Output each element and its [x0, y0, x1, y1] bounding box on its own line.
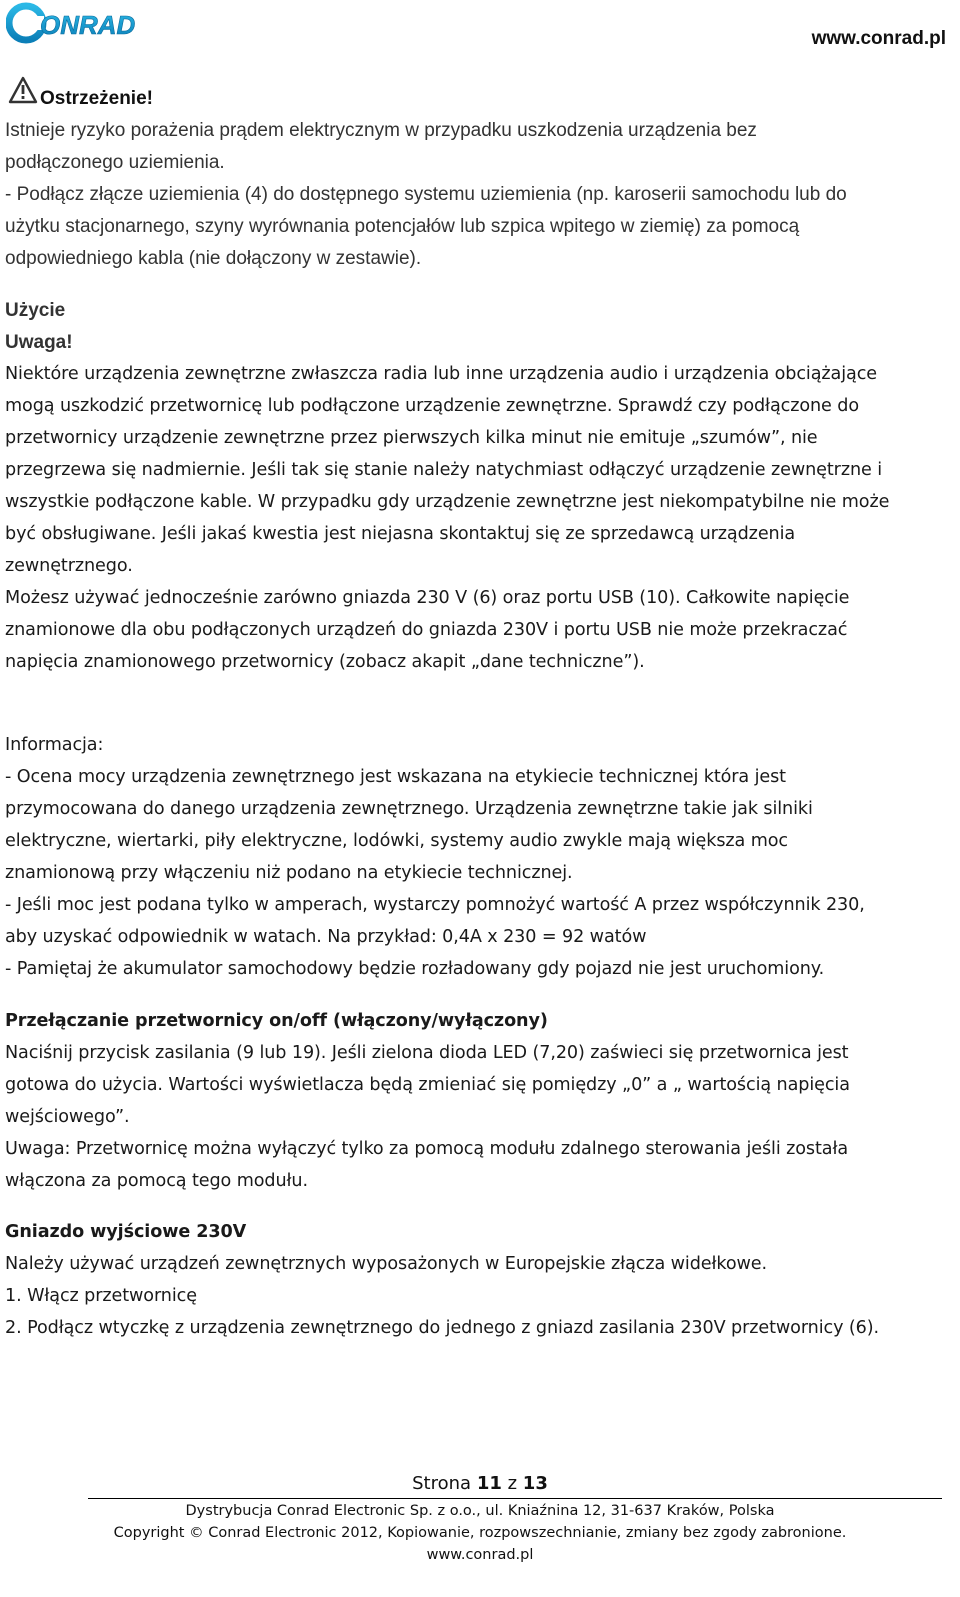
info-line: - Jeśli moc jest podana tylko w amperach, wystarczy pomnożyć wartość A przez współczynnik 230, — [5, 895, 865, 915]
footer-copyright: Copyright © Conrad Electronic 2012, Kopiowanie, rozpowszechnianie, zmiany bez zgody zabronione. — [113, 1525, 847, 1541]
socket-line: Należy używać urządzeń zewnętrznych wyposażonych w Europejskie złącza widełkowe. — [5, 1254, 768, 1274]
footer-site-url: www.conrad.pl — [426, 1547, 534, 1563]
socket-line: 1. Włącz przetwornicę — [5, 1286, 197, 1306]
switching-line: Uwaga: Przetwornicę można wyłączyć tylko za pomocą modułu zdalnego sterowania jeśli została — [5, 1139, 849, 1159]
switching-line: Naciśnij przycisk zasilania (9 lub 19). Jeśli zielona dioda LED (7,20) zaświeci się przetwornica jest — [5, 1043, 849, 1063]
usage-line: napięcia znamionowego przetwornicy (zobacz akapit „dane techniczne”). — [5, 652, 645, 672]
warning-triangle-icon — [8, 76, 38, 104]
usage-line: przegrzewa się nadmiernie. Jeśli tak się stanie należy natychmiast odłączyć urządzenie zewnętrzne i — [5, 460, 883, 480]
page-total: 13 — [522, 1473, 548, 1494]
info-line: elektryczne, wiertarki, piły elektryczne, lodówki, systemy audio zwykle mają większa moc — [5, 831, 788, 851]
page-current: 11 — [476, 1473, 502, 1494]
info-line: aby uzyskać odpowiednik w watach. Na przykład: 0,4A x 230 = 92 watów — [5, 927, 647, 947]
usage-line: przetwornicy urządzenie zewnętrzne przez pierwszych kilka minut nie emituje „szumów”, nie — [5, 428, 818, 448]
warning-line: odpowiedniego kabla (nie dołączony w zestawie). — [5, 248, 422, 269]
footer-divider — [88, 1498, 942, 1499]
info-line: przymocowana do danego urządzenia zewnętrznego. Urządzenia zewnętrzne takie jak silniki — [5, 799, 813, 819]
socket-line: 2. Podłącz wtyczkę z urządzenia zewnętrznego do jednego z gniazd zasilania 230V przetwornicy (6). — [5, 1318, 879, 1338]
switching-heading: Przełączanie przetwornicy on/off (włączony/wyłączony) — [5, 1011, 548, 1031]
usage-heading: Użycie — [5, 300, 66, 321]
info-line: - Ocena mocy urządzenia zewnętrznego jest wskazana na etykiecie technicznej która jest — [5, 767, 786, 787]
socket-heading: Gniazdo wyjściowe 230V — [5, 1222, 247, 1242]
warning-line: - Podłącz złącze uziemienia (4) do dostępnego systemu uziemienia (np. karoserii samochodu lub do — [5, 184, 847, 205]
usage-line: Niektóre urządzenia zewnętrzne zwłaszcza radia lub inne urządzenia audio i urządzenia obciążające — [5, 364, 877, 384]
svg-text:ONRAD: ONRAD — [40, 10, 136, 40]
usage-line: Możesz używać jednocześnie zarówno gniazda 230 V (6) oraz portu USB (10). Całkowite napięcie — [5, 588, 850, 608]
warning-line: podłączonego uziemienia. — [5, 152, 225, 173]
page-number — [0, 1473, 960, 1494]
page-separator: z — [507, 1473, 518, 1494]
usage-line: mogą uszkodzić przetwornicę lub podłączone urządzenie zewnętrzne. Sprawdź czy podłączone do — [5, 396, 859, 416]
warning-title: Ostrzeżenie! — [40, 88, 153, 109]
footer-distribution: Dystrybucja Conrad Electronic Sp. z o.o., ul. Kniaźnina 12, 31-637 Kraków, Polska — [185, 1503, 775, 1519]
switching-line: gotowa do użycia. Wartości wyświetlacza będą zmieniać się pomiędzy „0” a „ wartością napięcia — [5, 1075, 850, 1095]
header-site-url: www.conrad.pl — [811, 28, 946, 49]
conrad-logo — [6, 2, 166, 44]
usage-line: być obsługiwane. Jeśli jakaś kwestia jest niejasna skontaktuj się ze sprzedawcą urządzenia — [5, 524, 796, 544]
warning-line: użytku stacjonarnego, szyny wyrównania potencjałów lub szpica wpitego w ziemię) za pomocą — [5, 216, 800, 237]
usage-line: zewnętrznego. — [5, 556, 133, 576]
switching-line: wejściowego”. — [5, 1107, 130, 1127]
switching-line: włączona za pomocą tego modułu. — [5, 1171, 308, 1191]
usage-line: wszystkie podłączone kable. W przypadku gdy urządzenie zewnętrzne jest niekompatybilne nie może — [5, 492, 890, 512]
usage-subheading: Uwaga! — [5, 332, 73, 353]
info-line: znamionową przy włączeniu niż podano na etykiecie technicznej. — [5, 863, 573, 883]
info-line: - Pamiętaj że akumulator samochodowy będzie rozładowany gdy pojazd nie jest uruchomiony. — [5, 959, 825, 979]
warning-line: Istnieje ryzyko porażenia prądem elektrycznym w przypadku uszkodzenia urządzenia bez — [5, 120, 757, 141]
usage-line: znamionowe dla obu podłączonych urządzeń do gniazda 230V i portu USB nie może przekraczać — [5, 620, 848, 640]
page-prefix: Strona — [412, 1473, 472, 1494]
info-heading: Informacja: — [5, 735, 104, 755]
